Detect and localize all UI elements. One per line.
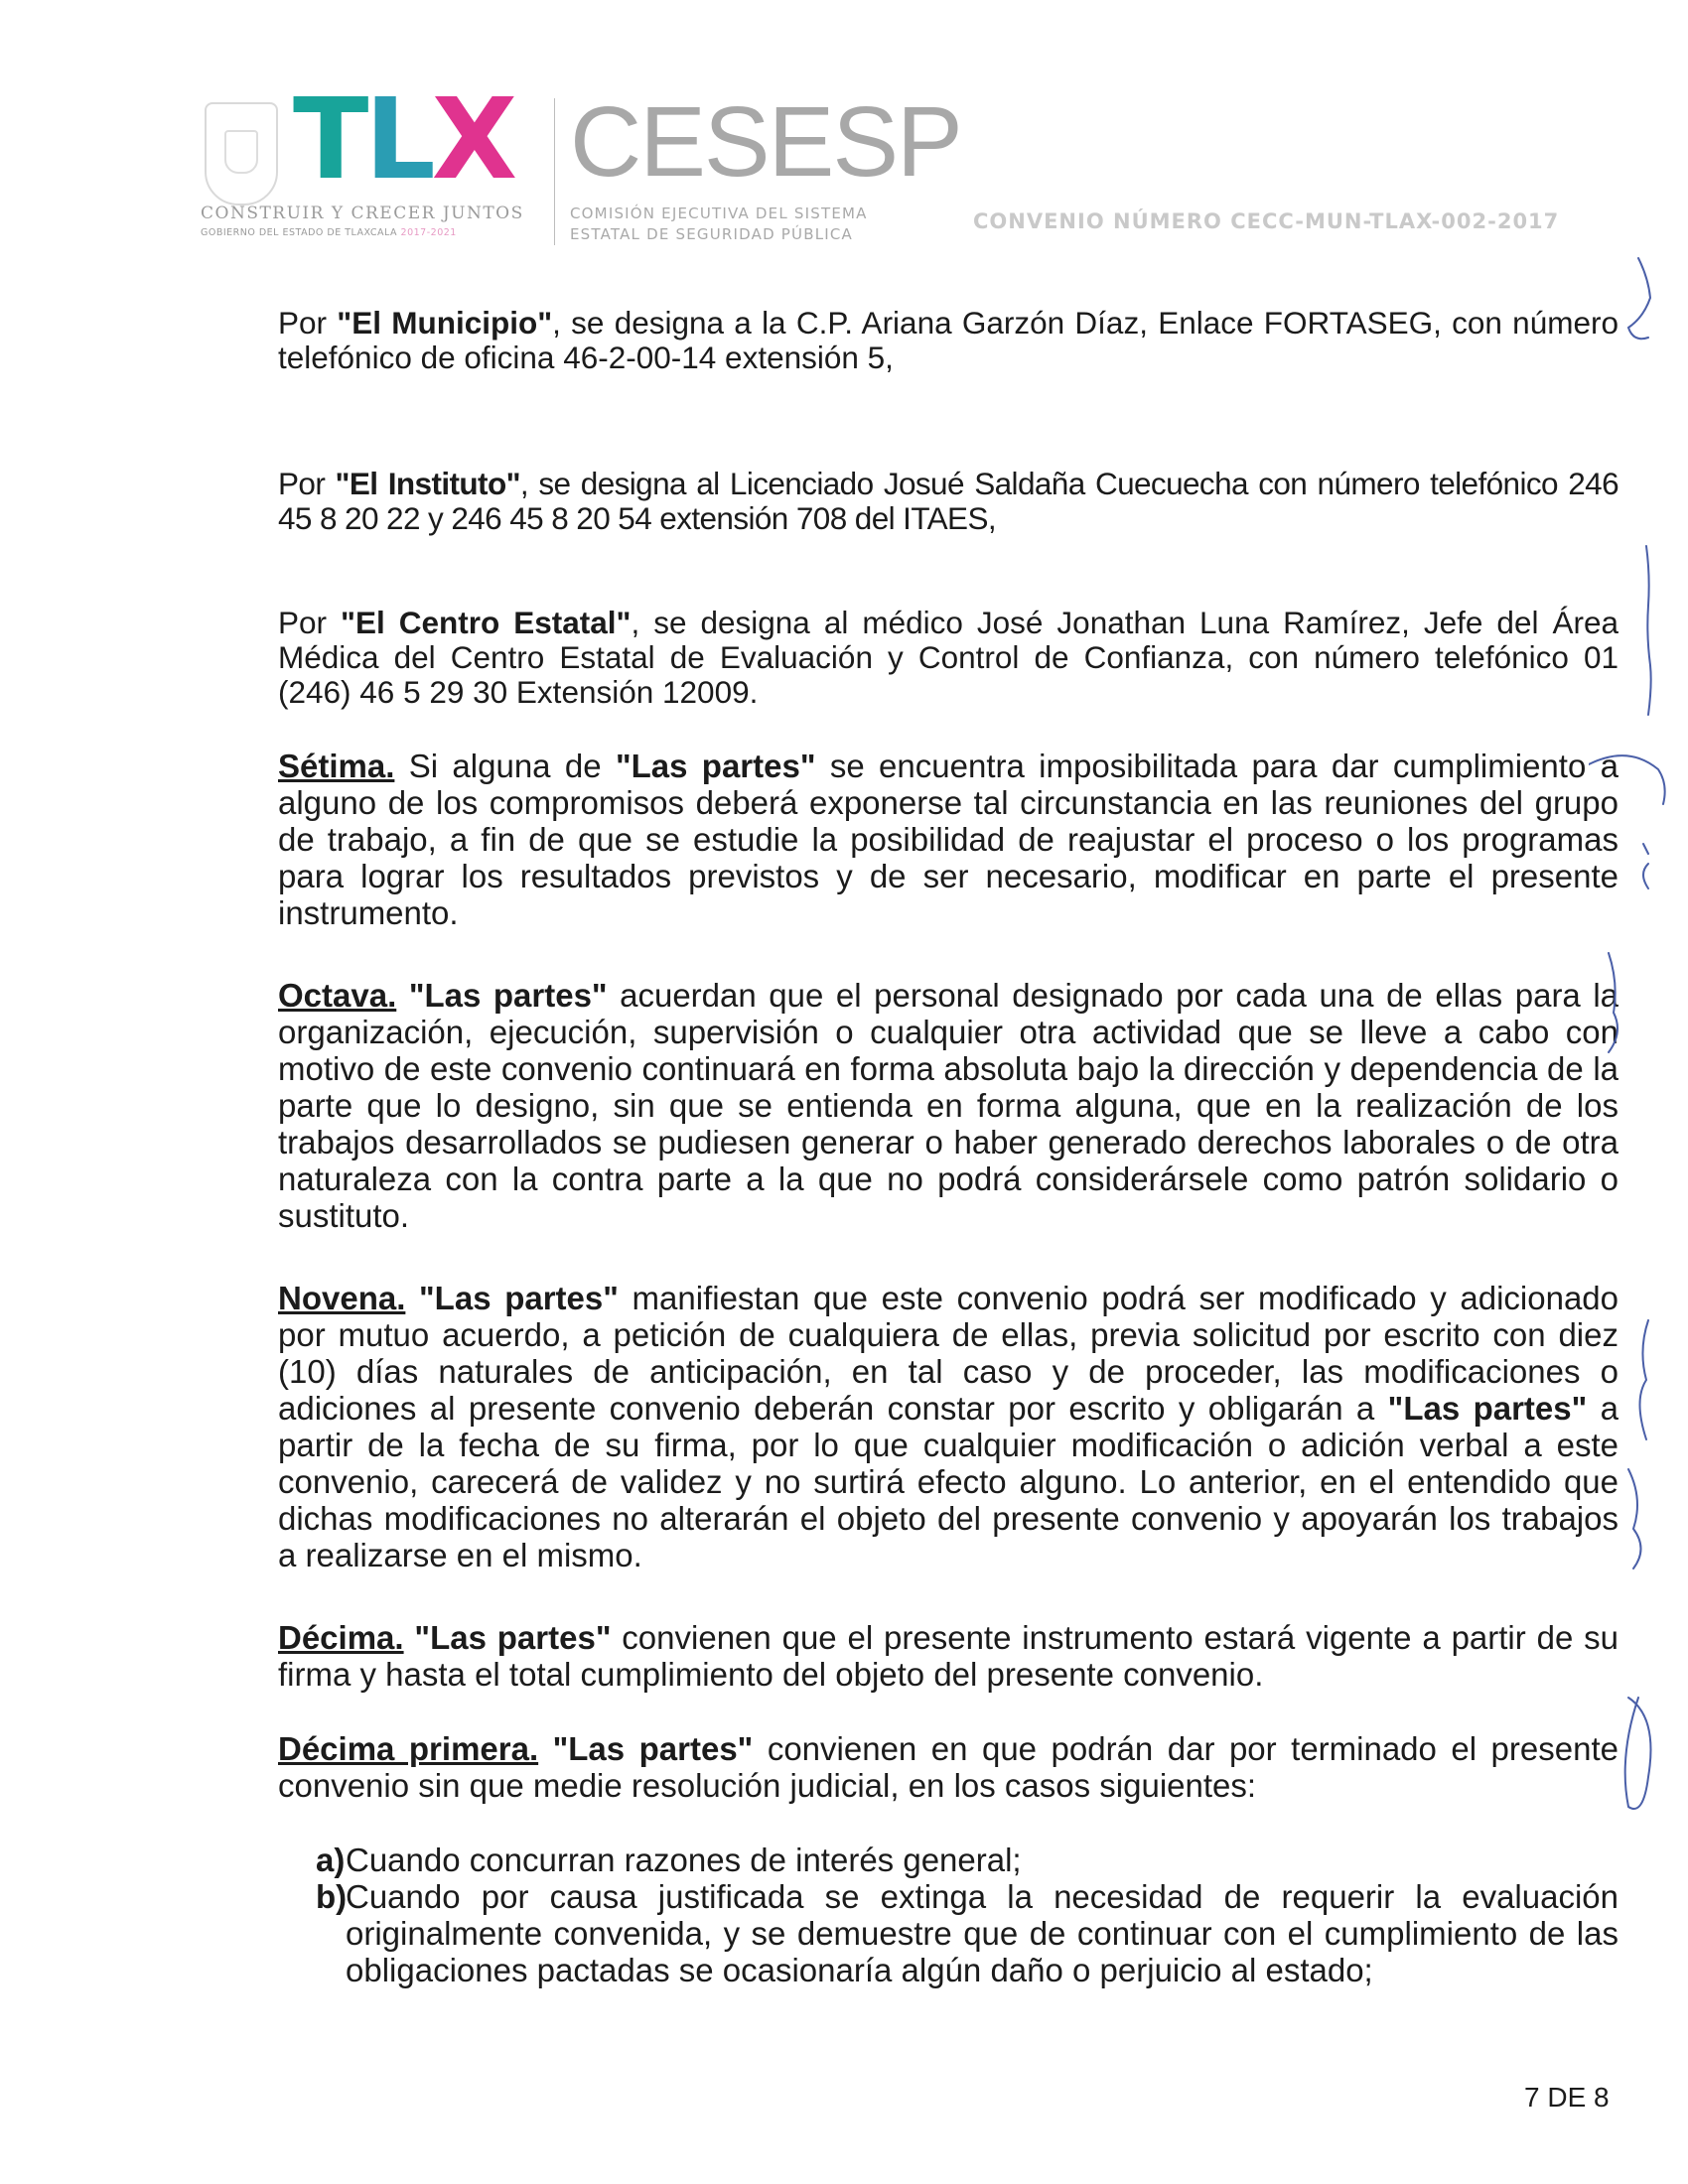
margin-signatures (1589, 248, 1688, 1886)
clause-title: Sétima. (278, 748, 395, 784)
cesesp-logo: CESESP (570, 86, 961, 198)
list-item: b) Cuando por causa justificada se extinga la necesidad de requerir la evaluación originalmente convenida, y se demuestre que de continuar con el cumplimiento de las obligaciones pactadas se ocasionaría algún daño o perjuicio al estado; (316, 1878, 1618, 1988)
tlx-logo: TLX (293, 75, 514, 205)
cesesp-subtitle: COMISIÓN EJECUTIVA DEL SISTEMA ESTATAL DE SEGURIDAD PÚBLICA (570, 205, 868, 243)
list-item: a) Cuando concurran razones de interés general; (316, 1842, 1022, 1878)
designation-municipio: Por "El Municipio", se designa a la C.P. Ariana Garzón Díaz, Enlace FORTASEG, con número telefónico de oficina 46-2-00-14 extensión 5, (278, 305, 1618, 375)
designation-centro-estatal: Por "El Centro Estatal", se designa al médico José Jonathan Luna Ramírez, Jefe del Área Médica del Centro Estatal de Evaluación y Control de Confianza, con número telefónico 01 (246) 46 5 29 30 Extensión 12009. (278, 605, 1618, 710)
tlx-government-line: GOBIERNO DEL ESTADO DE TLAXCALA 2017-2021 (201, 227, 457, 238)
clause-octava: Octava. "Las partes" acuerdan que el personal designado por cada una de ellas para la organización, ejecución, supervisión o cualquier otra actividad que se lleve a cabo con motivo de este convenio continuará en forma absoluta bajo la dirección y dependencia de la parte que lo designo, sin que se entienda en forma alguna, que en la realización de los trabajos desarrollados se pudiesen generar o haber generado derechos laborales o de otra naturaleza con la contra parte a la que no podrá considerársele como patrón solidario o sustituto. (278, 977, 1619, 1234)
clause-title: Octava. (278, 977, 397, 1014)
document-body (278, 306, 1618, 1988)
document-header (199, 75, 1628, 253)
clause-title: Novena. (278, 1280, 406, 1316)
header-divider (554, 98, 555, 245)
page-number: 7 DE 8 (1524, 2082, 1610, 2113)
tlx-motto: CONSTRUIR Y CRECER JUNTOS (201, 204, 524, 223)
termination-cases-list (278, 1842, 1618, 1988)
clause-septima: Sétima. Si alguna de "Las partes" se encuentra imposibilitada para dar cumplimiento a alguno de los compromisos deberá exponerse tal circunstancia en las reuniones del grupo de trabajo, a fin de que se estudie la posibilidad de reajustar el proceso o los programas para lograr los resultados previstos y de ser necesario, modificar en parte el presente instrumento. (278, 748, 1619, 931)
clause-novena: Novena. "Las partes" manifiestan que este convenio podrá ser modificado y adicionado por mutuo acuerdo, a petición de cualquiera de ellas, previa solicitud por escrito con diez (10) días naturales de anticipación, en tal caso y de proceder, las modificaciones o adiciones al presente convenio deberán constar por escrito y obligarán a "Las partes" a partir de la fecha de su firma, por lo que cualquier modificación o adición verbal a este convenio, carecerá de validez y no surtirá efecto alguno. Lo anterior, en el entendido que dichas modificaciones no alterarán el objeto del presente convenio y apoyarán los trabajos a realizarse en el mismo. (278, 1280, 1619, 1573)
clause-decima: Décima. "Las partes" convienen que el presente instrumento estará vigente a partir de su firma y hasta el total cumplimiento del objeto del presente convenio. (278, 1619, 1618, 1693)
designation-instituto: Por "El Instituto", se designa al Licenciado Josué Saldaña Cuecuecha con número telefónico 246 45 8 20 22 y 246 45 8 20 54 extensión 708 del ITAES, (278, 466, 1618, 536)
tlaxcala-coat-of-arms-logo (205, 102, 278, 205)
clause-title: Décima. (278, 1619, 404, 1656)
convenio-number: CONVENIO NÚMERO CECC-MUN-TLAX-002-2017 (973, 209, 1560, 233)
clause-decima-primera: Décima primera. "Las partes" convienen en que podrán dar por terminado el presente convenio sin que medie resolución judicial, en los casos siguientes: (278, 1730, 1618, 1804)
clause-title: Décima primera. (278, 1730, 539, 1767)
